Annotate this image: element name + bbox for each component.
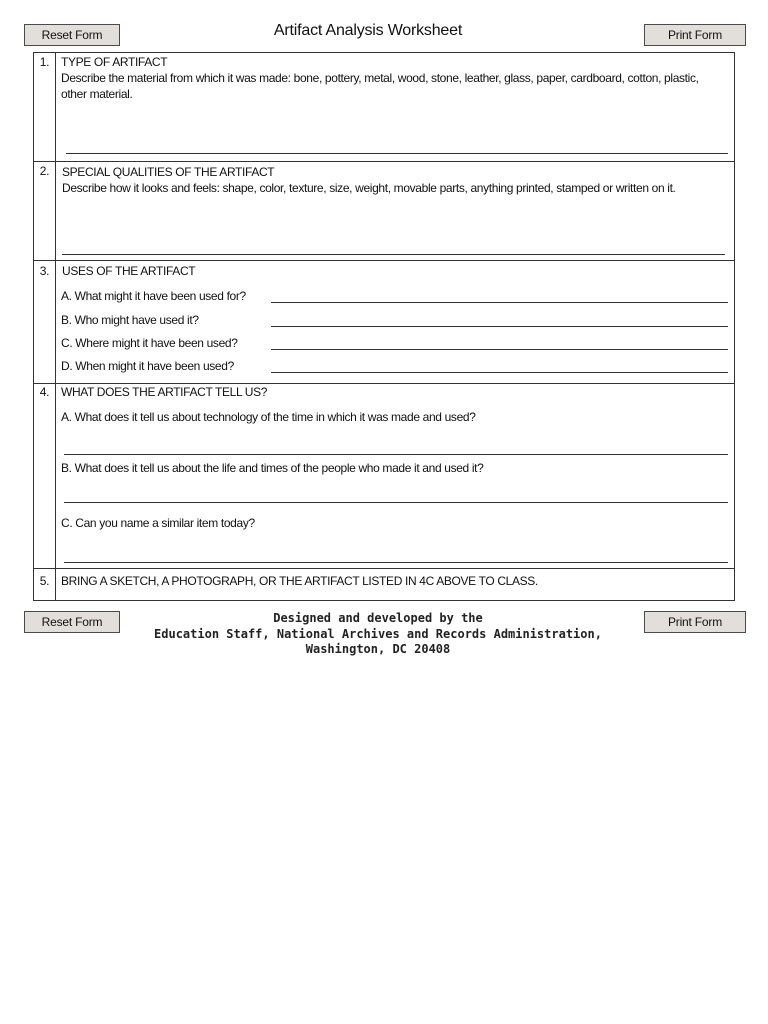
worksheet-form — [33, 52, 735, 601]
section-1-answer-line[interactable] — [66, 153, 728, 154]
section-divider — [34, 260, 734, 261]
section-3-answer-line-c[interactable] — [271, 349, 728, 350]
section-4-heading: WHAT DOES THE ARTIFACT TELL US? — [61, 385, 268, 399]
credit-text — [128, 611, 628, 658]
section-4-question-a: A. What does it tell us about technology of the time in which it was made and used? — [61, 410, 476, 424]
section-divider — [34, 568, 734, 569]
section-4-answer-line-a[interactable] — [64, 454, 728, 455]
section-4-number: 4. — [39, 385, 50, 399]
section-1-number: 1. — [39, 55, 50, 69]
section-1-description: Describe the material from which it was made: bone, pottery, metal, wood, stone, leather, glass, paper, cardboard, cotton, plastic, other material. — [61, 71, 699, 101]
section-3-question-a: A. What might it have been used for? — [61, 289, 246, 303]
section-2-heading: SPECIAL QUALITIES OF THE ARTIFACT — [62, 165, 275, 179]
credit-line-3: Washington, DC 20408 — [305, 642, 451, 656]
section-3-answer-line-a[interactable] — [271, 302, 728, 303]
section-2-answer-line[interactable] — [62, 254, 725, 255]
section-4-answer-line-c[interactable] — [64, 562, 728, 563]
section-4-answer-line-b[interactable] — [64, 502, 728, 503]
page-title: Artifact Analysis Worksheet — [273, 22, 463, 39]
section-4-question-b: B. What does it tell us about the life and times of the people who made it and used it? — [61, 461, 484, 475]
section-3-question-c: C. Where might it have been used? — [61, 336, 238, 350]
credit-line-1: Designed and developed by the — [273, 611, 483, 625]
section-3-heading: USES OF THE ARTIFACT — [62, 264, 196, 278]
section-2-number: 2. — [39, 164, 50, 178]
section-3-question-b: B. Who might have used it? — [61, 313, 199, 327]
section-4-question-c: C. Can you name a similar item today? — [61, 516, 255, 530]
credit-line-2: Education Staff, National Archives and Records Administration, — [154, 626, 602, 641]
print-form-button[interactable]: Print Form — [644, 24, 746, 46]
reset-form-button-bottom[interactable]: Reset Form — [24, 611, 120, 633]
section-3-number: 3. — [39, 264, 50, 278]
section-2-description: Describe how it looks and feels: shape, color, texture, size, weight, movable parts, anything printed, stamped or written on it. — [62, 181, 676, 195]
section-divider — [34, 161, 734, 162]
reset-form-button[interactable]: Reset Form — [24, 24, 120, 46]
number-column-divider — [55, 53, 56, 600]
print-form-button-bottom[interactable]: Print Form — [644, 611, 746, 633]
section-3-answer-line-b[interactable] — [271, 326, 728, 327]
section-3-answer-line-d[interactable] — [271, 372, 728, 373]
section-1-heading: TYPE OF ARTIFACT — [61, 55, 168, 69]
section-3-question-d: D. When might it have been used? — [61, 359, 234, 373]
section-5-number: 5. — [39, 574, 50, 588]
section-5-heading: BRING A SKETCH, A PHOTOGRAPH, OR THE ARTIFACT LISTED IN 4C ABOVE TO CLASS. — [61, 574, 538, 588]
